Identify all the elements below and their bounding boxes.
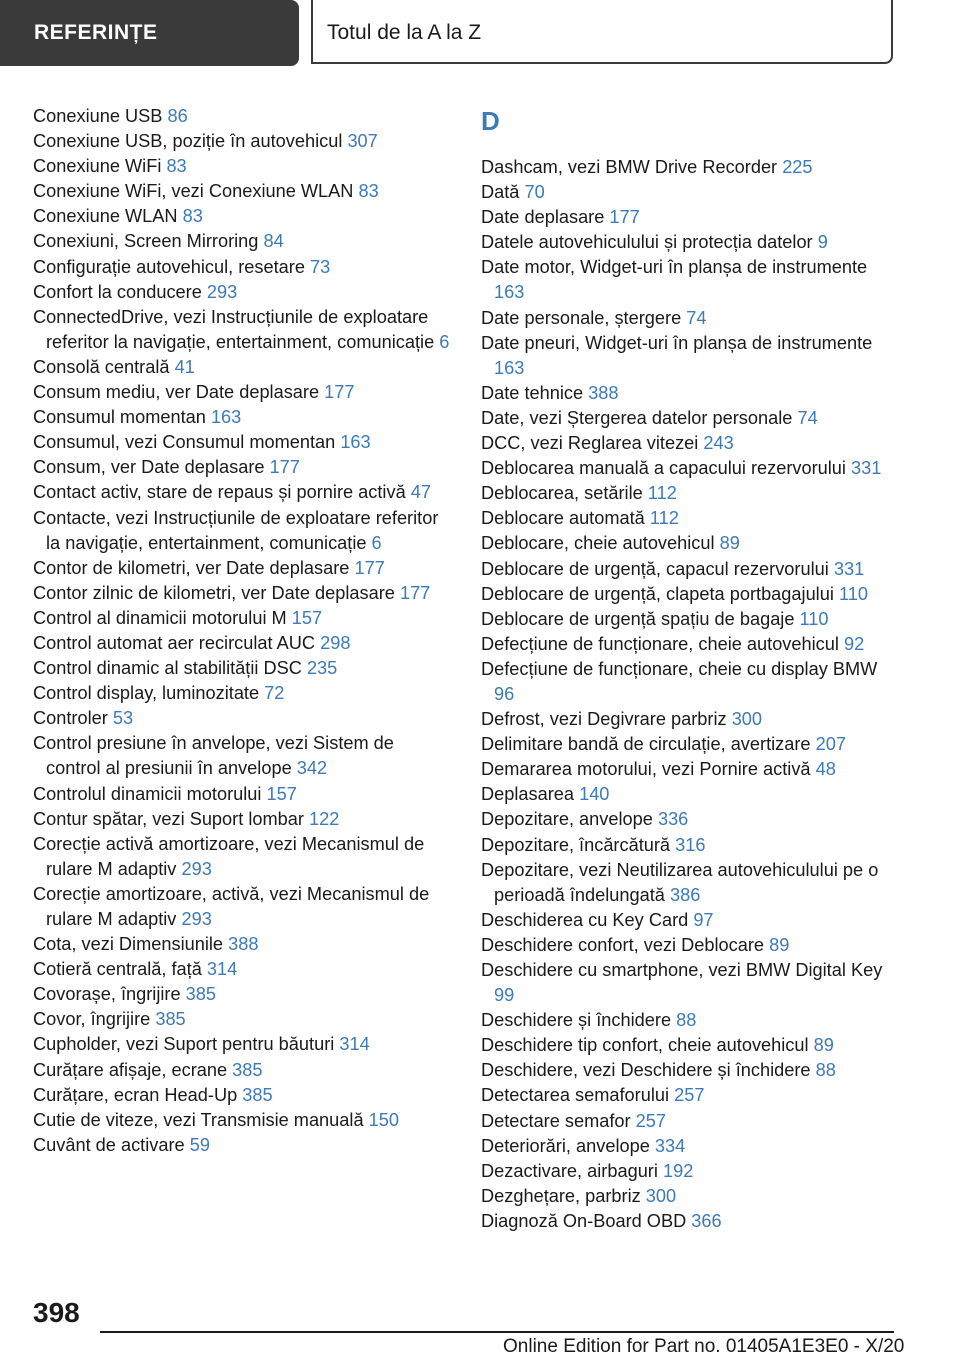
index-term: DCC, vezi Reglarea vitezei xyxy=(481,433,699,454)
index-page-link[interactable]: 112 xyxy=(649,508,679,529)
section-tab xyxy=(0,0,299,66)
index-page-link[interactable]: 293 xyxy=(181,909,212,929)
index-term: Cutie de viteze, vezi Transmisie manuală xyxy=(33,1109,364,1130)
index-entry xyxy=(33,882,453,932)
index-page-link[interactable]: 207 xyxy=(815,734,846,755)
index-term: Conexiune WiFi xyxy=(33,156,162,177)
index-page-link[interactable]: 83 xyxy=(358,181,379,202)
index-term: Conexiune USB, poziție în autovehicul xyxy=(33,131,343,152)
index-entry xyxy=(481,858,901,908)
index-term: Deblocare de urgență, clapeta portbagajului xyxy=(481,583,834,604)
index-term: Cupholder, vezi Suport pentru băuturi xyxy=(33,1034,335,1055)
index-page-link[interactable]: 300 xyxy=(645,1185,677,1206)
index-column-right xyxy=(481,104,901,1234)
index-entry xyxy=(33,957,453,982)
index-entry xyxy=(481,1159,901,1184)
index-term: Deblocare de urgență, capacul rezervorului xyxy=(481,558,829,579)
index-page-link[interactable]: 150 xyxy=(368,1109,399,1130)
index-term: Conexiune WiFi, vezi Conexiune WLAN xyxy=(33,181,354,202)
index-entry xyxy=(481,607,901,632)
index-term: Control display, luminozitate xyxy=(33,683,260,704)
index-page-link[interactable]: 293 xyxy=(181,858,212,879)
index-entry xyxy=(33,355,453,380)
index-entries-d xyxy=(481,155,901,1234)
index-term: Date, vezi Ștergerea datelor personale xyxy=(481,407,793,428)
index-entry xyxy=(481,1033,901,1058)
index-entry xyxy=(481,255,901,305)
index-entry xyxy=(481,331,901,381)
index-entry xyxy=(481,1058,901,1083)
index-term: Consumul, vezi Consumul momentan xyxy=(33,432,336,453)
page-header xyxy=(0,0,960,66)
index-term: Date pneuri, Widget-uri în planșa de instrumente xyxy=(481,332,873,353)
index-entry xyxy=(33,832,453,882)
index-term: Defecțiune de funcționare, cheie autovehicul xyxy=(481,633,839,654)
index-entry xyxy=(481,557,901,582)
index-entry xyxy=(481,481,901,506)
index-entry xyxy=(33,255,453,280)
index-page-link[interactable]: 388 xyxy=(588,382,619,403)
index-entry xyxy=(481,908,901,933)
index-entry xyxy=(33,430,453,455)
index-term: Date personale, ștergere xyxy=(481,307,682,328)
index-term: Consumul momentan xyxy=(33,407,206,428)
index-term: Configurație autovehicul, resetare xyxy=(33,256,305,277)
index-term: Contor de kilometri, ver Date deplasare xyxy=(33,557,350,578)
index-entry xyxy=(33,1133,453,1158)
index-page-link[interactable]: 336 xyxy=(657,809,689,830)
index-entry xyxy=(481,807,901,832)
index-page-link[interactable]: 385 xyxy=(185,984,216,1005)
index-entry xyxy=(481,205,901,230)
index-page-link[interactable]: 307 xyxy=(347,131,378,152)
index-page-link[interactable]: 177 xyxy=(354,557,385,578)
index-term: Depozitare, vezi Neutilizarea autovehiculului pe o perioadă îndelungată xyxy=(481,859,879,905)
index-entry xyxy=(481,782,901,807)
index-entry xyxy=(33,380,453,405)
index-term: Date motor, Widget-uri în planșa de instrumente xyxy=(481,257,868,278)
index-entry xyxy=(481,406,901,431)
index-term: Corecție amortizoare, activă, vezi Mecanismul de rulare M adaptiv xyxy=(33,883,430,929)
chapter-tab xyxy=(311,0,893,64)
chapter-title: Totul de la A la Z xyxy=(327,21,482,44)
index-term: Conexiuni, Screen Mirroring xyxy=(33,231,259,252)
index-page-link[interactable]: 84 xyxy=(263,231,284,252)
index-entry xyxy=(33,1058,453,1083)
index-page-link[interactable]: 334 xyxy=(654,1135,686,1156)
index-term: Dată xyxy=(481,182,520,203)
index-term: Conexiune USB xyxy=(33,106,163,126)
index-entry xyxy=(481,707,901,732)
index-term: Detectare semafor xyxy=(481,1110,631,1131)
index-entry xyxy=(33,581,453,606)
page-number: 398 xyxy=(33,1297,80,1328)
index-entry xyxy=(481,1109,901,1134)
index-page-link[interactable]: 41 xyxy=(174,356,195,377)
index-entry xyxy=(481,933,901,958)
index-page-link[interactable]: 89 xyxy=(813,1035,834,1056)
index-page-link[interactable]: 9 xyxy=(817,232,828,253)
index-page-link[interactable]: 342 xyxy=(296,758,328,779)
index-page-link[interactable]: 96 xyxy=(494,683,515,704)
index-term: Curățare afișaje, ecrane xyxy=(33,1059,228,1080)
index-term: Cota, vezi Dimensiunile xyxy=(33,934,224,955)
index-page-link[interactable]: 177 xyxy=(609,207,640,228)
index-page-link[interactable]: 140 xyxy=(579,784,610,805)
index-term: Deschidere, vezi Deschidere și închidere xyxy=(481,1060,811,1081)
index-page-link[interactable]: 163 xyxy=(210,407,242,428)
index-entry xyxy=(481,1083,901,1108)
index-term: Curățare, ecran Head-Up xyxy=(33,1084,238,1105)
index-term: Consum mediu, ver Date deplasare xyxy=(33,382,320,403)
index-term: ConnectedDrive, vezi Instrucțiunile de exploatare referitor la navigație, entertainment, comunicație xyxy=(33,306,435,352)
index-term: Deschidere confort, vezi Deblocare xyxy=(481,934,765,955)
index-entry xyxy=(33,631,453,656)
index-entry xyxy=(33,1032,453,1057)
index-entry xyxy=(33,932,453,957)
index-page-link[interactable]: 385 xyxy=(155,1009,186,1030)
index-entry xyxy=(481,456,901,481)
index-page-link[interactable]: 92 xyxy=(844,633,865,654)
index-entry xyxy=(481,180,901,205)
index-page-link[interactable]: 110 xyxy=(838,583,868,604)
index-term: Depozitare, încărcătură xyxy=(481,834,671,855)
index-entry xyxy=(33,229,453,254)
index-page-link[interactable]: 386 xyxy=(669,884,701,905)
index-term: Deblocarea, setările xyxy=(481,483,643,504)
index-entry xyxy=(481,958,901,1008)
index-entry xyxy=(33,179,453,204)
index-page-link[interactable]: 99 xyxy=(494,985,515,1006)
index-term: Control dinamic al stabilității DSC xyxy=(33,658,302,679)
index-page-link[interactable]: 331 xyxy=(833,558,865,579)
index-term: Detectarea semaforului xyxy=(481,1085,670,1106)
index-page-link[interactable]: 298 xyxy=(320,632,351,653)
index-term: Deschidere cu smartphone, vezi BMW Digital Key xyxy=(481,960,883,980)
index-term: Date deplasare xyxy=(481,207,605,228)
index-page-link[interactable]: 59 xyxy=(189,1134,210,1155)
index-entry xyxy=(481,582,901,607)
index-entry xyxy=(481,230,901,255)
index-page-link[interactable]: 225 xyxy=(782,157,813,177)
index-entry xyxy=(33,305,453,355)
index-page-link[interactable]: 122 xyxy=(308,808,340,829)
index-term: Dashcam, vezi BMW Drive Recorder xyxy=(481,157,778,177)
index-term: Controlul dinamicii motorului xyxy=(33,783,262,804)
index-page-link[interactable]: 192 xyxy=(662,1160,694,1181)
index-entry xyxy=(33,606,453,631)
index-page-link[interactable]: 89 xyxy=(769,934,790,955)
index-page-link[interactable]: 53 xyxy=(112,708,134,729)
index-term: Corecție activă amortizoare, vezi Mecanismul de rulare M adaptiv xyxy=(33,833,425,879)
section-title: REFERINȚE xyxy=(34,21,158,44)
index-term: Control automat aer recirculat AUC xyxy=(33,632,316,653)
index-page-link[interactable]: 366 xyxy=(691,1210,722,1231)
index-page-link[interactable]: 163 xyxy=(494,282,525,303)
index-entry xyxy=(33,280,453,305)
index-term: Cotieră centrală, față xyxy=(33,959,202,980)
index-page-link[interactable]: 243 xyxy=(703,433,734,454)
index-entry xyxy=(33,556,453,581)
index-entry xyxy=(481,431,901,456)
index-page-link[interactable]: 6 xyxy=(371,532,382,553)
index-entry xyxy=(481,506,901,531)
index-term: Consolă centrală xyxy=(33,356,170,377)
index-term: Defecțiune de funcționare, cheie cu display BMW xyxy=(481,658,878,679)
index-entry xyxy=(33,1007,453,1032)
index-page-link[interactable]: 157 xyxy=(291,607,323,628)
index-term: Dezghețare, parbriz xyxy=(481,1185,641,1206)
index-page-link[interactable]: 74 xyxy=(797,407,818,428)
index-page-link[interactable]: 293 xyxy=(206,281,238,302)
index-term: Deschidere și închidere xyxy=(481,1010,672,1031)
index-term: Deblocarea manuală a capacului rezervorului xyxy=(481,458,846,479)
index-entry xyxy=(33,104,453,129)
index-entry xyxy=(481,757,901,782)
index-page-link[interactable]: 86 xyxy=(167,106,188,126)
index-letter-heading: D xyxy=(481,106,500,136)
index-term: Contact activ, stare de repaus și pornire activă xyxy=(33,482,406,503)
index-entry xyxy=(33,506,453,556)
index-term: Control presiune în anvelope, vezi Sistem de control al presiunii în anvelope xyxy=(33,733,394,779)
index-term: Conexiune WLAN xyxy=(33,206,178,227)
index-entry xyxy=(481,632,901,657)
index-page-link[interactable]: 314 xyxy=(339,1034,370,1055)
index-term: Date tehnice xyxy=(481,382,584,403)
index-term: Deschiderea cu Key Card xyxy=(481,909,689,930)
index-term: Dezactivare, airbaguri xyxy=(481,1160,658,1181)
index-page-link[interactable]: 112 xyxy=(647,483,677,504)
index-entry xyxy=(33,681,453,706)
index-entry xyxy=(33,1083,453,1108)
index-entry xyxy=(33,154,453,179)
index-page-link[interactable]: 385 xyxy=(232,1059,263,1080)
index-entry xyxy=(33,706,453,731)
index-entry xyxy=(33,480,453,505)
index-term: Depozitare, anvelope xyxy=(481,809,653,830)
index-page-link[interactable]: 177 xyxy=(269,457,300,478)
index-term: Deblocare de urgență spațiu de bagaje xyxy=(481,608,795,629)
index-term: Contacte, vezi Instrucțiunile de exploatare referitor la navigație, entertainment, comunicație xyxy=(33,507,439,553)
index-entry xyxy=(33,782,453,807)
footer-divider xyxy=(100,1331,894,1333)
index-term: Defrost, vezi Degivrare parbriz xyxy=(481,709,727,730)
index-entry xyxy=(33,1108,453,1133)
index-entry xyxy=(481,155,901,180)
index-page-link[interactable]: 314 xyxy=(206,959,238,980)
index-entry xyxy=(33,982,453,1007)
index-entry xyxy=(481,1134,901,1159)
index-term: Demararea motorului, vezi Pornire activă xyxy=(481,759,811,780)
index-term: Contor zilnic de kilometri, ver Date deplasare xyxy=(33,582,395,603)
index-column-left xyxy=(33,104,453,1158)
index-entry xyxy=(481,657,901,707)
index-page-link[interactable]: 97 xyxy=(693,909,714,930)
index-term: Deplasarea xyxy=(481,784,575,805)
index-entry xyxy=(481,531,901,556)
index-page-link[interactable]: 385 xyxy=(242,1084,273,1105)
index-entry xyxy=(33,405,453,430)
index-entry xyxy=(481,1008,901,1033)
index-term: Delimitare bandă de circulație, avertizare xyxy=(481,734,811,755)
index-entry xyxy=(33,807,453,832)
index-page-link[interactable]: 157 xyxy=(266,783,297,804)
index-entry xyxy=(481,1209,901,1234)
index-term: Contur spătar, vezi Suport lombar xyxy=(33,808,304,829)
index-entry xyxy=(33,455,453,480)
index-page-link[interactable]: 331 xyxy=(851,458,882,479)
index-page-link[interactable]: 70 xyxy=(524,182,545,203)
index-page-link[interactable]: 177 xyxy=(399,582,431,603)
index-entry xyxy=(33,731,453,781)
index-term: Datele autovehiculului și protecția datelor xyxy=(481,232,813,253)
index-page-link[interactable]: 88 xyxy=(815,1060,836,1081)
index-term: Deteriorări, anvelope xyxy=(481,1135,650,1156)
index-page-link[interactable]: 235 xyxy=(306,658,338,679)
index-page-link[interactable]: 88 xyxy=(676,1010,697,1031)
index-entry xyxy=(481,1184,901,1209)
index-term: Diagnoză On-Board OBD xyxy=(481,1210,687,1231)
index-term: Confort la conducere xyxy=(33,281,202,302)
footer-edition: Online Edition for Part no. 01405A1E3E0 - X/20 xyxy=(503,1336,905,1357)
index-term: Deblocare automată xyxy=(481,508,645,529)
index-page-link[interactable]: 6 xyxy=(439,331,450,352)
index-entry xyxy=(481,833,901,858)
index-page-link[interactable]: 89 xyxy=(719,533,740,554)
index-page-link[interactable]: 300 xyxy=(731,709,763,730)
index-term: Consum, ver Date deplasare xyxy=(33,457,265,478)
index-term: Covorașe, îngrijire xyxy=(33,984,181,1005)
index-entry xyxy=(33,204,453,229)
index-page-link[interactable]: 47 xyxy=(410,482,431,503)
index-term: Control al dinamicii motorului M xyxy=(33,607,287,628)
index-page-link[interactable]: 177 xyxy=(324,382,355,403)
index-page-link[interactable]: 163 xyxy=(494,357,525,378)
index-page-link[interactable]: 316 xyxy=(675,834,706,855)
index-term: Cuvânt de activare xyxy=(33,1134,185,1155)
index-term: Deblocare, cheie autovehicul xyxy=(481,533,715,554)
index-entry xyxy=(481,381,901,406)
index-entry xyxy=(481,732,901,757)
index-page-link[interactable]: 110 xyxy=(799,608,829,629)
index-page-link[interactable]: 388 xyxy=(228,934,259,955)
index-entry xyxy=(33,656,453,681)
index-term: Controler xyxy=(33,708,108,729)
index-term: Deschidere tip confort, cheie autovehicul xyxy=(481,1035,809,1056)
index-term: Covor, îngrijire xyxy=(33,1009,151,1030)
index-page-link[interactable]: 48 xyxy=(815,759,836,780)
index-page-link[interactable]: 83 xyxy=(166,156,187,177)
index-entry xyxy=(33,129,453,154)
index-page-link[interactable]: 74 xyxy=(686,307,707,328)
index-entry xyxy=(481,306,901,331)
index-page-link[interactable]: 163 xyxy=(340,432,371,453)
index-page-link[interactable]: 73 xyxy=(310,256,331,277)
index-page-link[interactable]: 83 xyxy=(182,206,203,227)
index-page-link[interactable]: 72 xyxy=(264,683,285,704)
index-page-link[interactable]: 257 xyxy=(674,1085,705,1106)
index-page-link[interactable]: 257 xyxy=(635,1110,667,1131)
